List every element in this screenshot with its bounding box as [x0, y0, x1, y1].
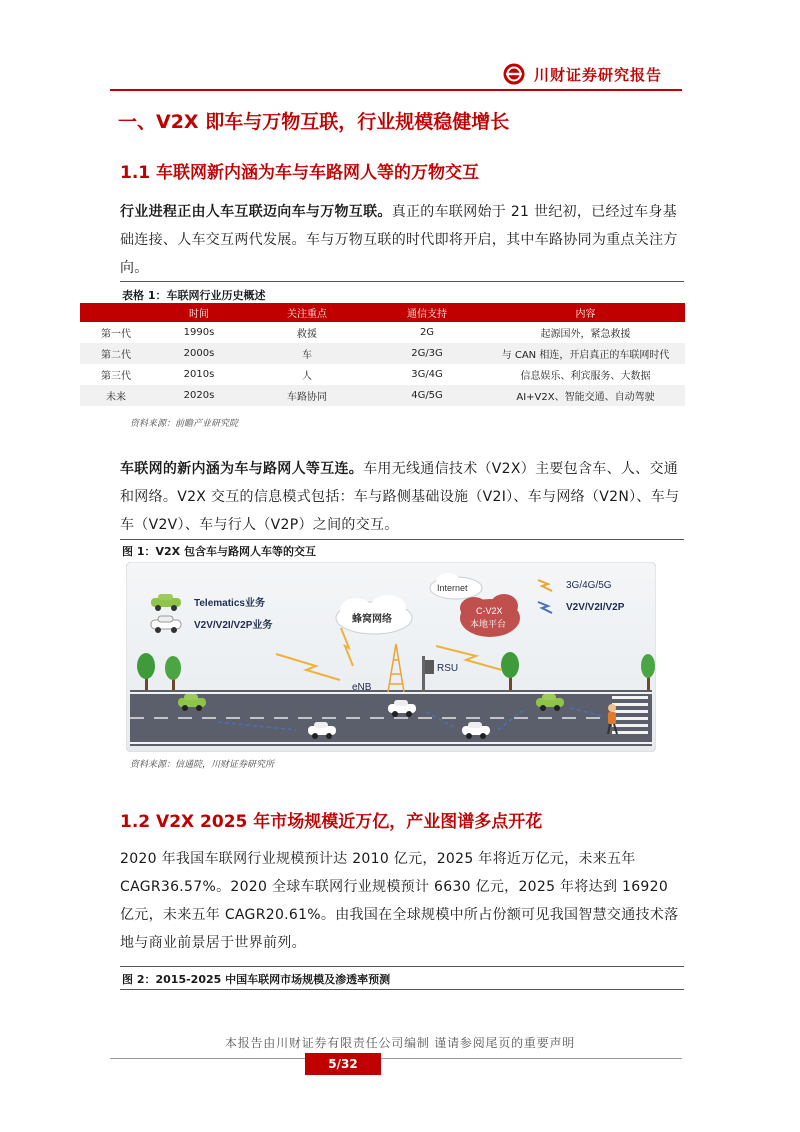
v2x-diagram — [126, 562, 656, 752]
table-header-cell: 通信支持 — [368, 303, 486, 322]
table-row — [80, 364, 685, 385]
section-1-1-title: 1.1 车联网新内涵为车与车路网人等的万物交互 — [120, 163, 480, 183]
figure-2-caption-rule-bottom — [120, 989, 684, 990]
label-enb: eNB — [352, 682, 372, 693]
table-cell: 车路协同 — [246, 385, 368, 406]
figure-1-source: 资料来源：信通院，川财证券研究所 — [130, 760, 275, 770]
label-rsu: RSU — [437, 663, 459, 674]
table-header-cell: 内容 — [486, 303, 685, 322]
paragraph-2-lead: 车联网的新内涵为车与路网人等互连。 — [120, 461, 364, 477]
history-table — [80, 303, 685, 406]
table-cell: 2020s — [152, 385, 246, 406]
figure-1-caption: 图 1：V2X 包含车与路网人车等的交互 — [122, 545, 316, 558]
table-cell: 第三代 — [101, 371, 131, 382]
footer-divider — [110, 1058, 682, 1059]
section-1-2-title: 1.2 V2X 2025 年市场规模近万亿，产业图谱多点开花 — [120, 812, 543, 832]
table-row — [80, 385, 685, 406]
table-1-source: 资料来源：前瞻产业研究院 — [130, 419, 239, 429]
page-number: 5/32 — [305, 1053, 381, 1075]
footer-disclaimer: 本报告由川财证券有限责任公司编制 谨请参阅尾页的重要声明 — [224, 1036, 576, 1050]
page-header — [110, 60, 682, 92]
paragraph-1-body: 真正的车联网始于 21 世纪初，已经过车身基础连接、人车交互两代发展。车与万物互联的时代即将开启，其中车路协同为重点关注方向。 — [120, 204, 678, 276]
table-cell: 2G — [419, 327, 435, 338]
table-cell: 人 — [302, 371, 312, 382]
table-cell: 车 — [246, 343, 368, 364]
label-internet: Internet — [437, 583, 468, 593]
table-cell: 与 CAN 相连，开启真正的车联网时代 — [486, 343, 685, 364]
header-title: 川财证券研究报告 — [534, 66, 663, 84]
label-cv2x: C-V2X — [476, 606, 503, 616]
figure-2-caption-rule — [120, 966, 684, 967]
table-cell: 第一代 — [101, 329, 131, 340]
paragraph-3: 2020 年我国车联网行业规模预计达 2010 亿元，2025 年将近万亿元，未来五年CAGR36.57%。2020 全球车联网行业规模预计 6630 亿元，2025 年将达到 16920 亿元，未来五年 CAGR20.61%。由我国在全球规模中所占份额可见我国智慧交通技术落地与商业前景居于世界前列。 — [120, 851, 679, 951]
table-header-cell — [80, 303, 152, 322]
paragraph-2-body: 车用无线通信技术（V2X）主要包含车、人、交通和网络。V2X 交互的信息模式包括：车与路侧基础设施（V2I）、车与网络（V2N）、车与车（V2V）、车与行人（V2P）之间的交互。 — [120, 461, 680, 533]
table-header-row — [80, 303, 685, 322]
table-cell: 3G/4G — [411, 369, 443, 380]
table-header-cell: 时间 — [152, 303, 246, 322]
table-cell: 2000s — [152, 343, 246, 364]
paragraph-1 — [120, 198, 685, 282]
table-header-cell: 关注重点 — [246, 303, 368, 322]
table-cell: 救援 — [297, 329, 317, 340]
paragraph-1-lead: 行业进程正由人车互联迈向车与万物互联。 — [120, 204, 392, 220]
table-cell: 起源国外，紧急救援 — [540, 329, 631, 340]
table-cell: 1990s — [183, 327, 215, 338]
table-row — [80, 343, 685, 364]
table-cell: 未来 — [80, 385, 152, 406]
table-cell: AI+V2X、智能交通、自动驾驶 — [486, 385, 685, 406]
label-v2v-service: V2V/V2I/V2P业务 — [194, 620, 273, 631]
company-logo-icon — [503, 63, 525, 85]
table-1-caption-rule — [120, 281, 684, 282]
label-v2x-modes: V2V/V2I/V2P — [566, 602, 625, 613]
table-cell: 2010s — [183, 369, 215, 380]
label-telematics: Telematics业务 — [194, 598, 265, 609]
label-3g4g5g: 3G/4G/5G — [566, 580, 612, 591]
label-cellular: 蜂窝网络 — [352, 614, 392, 625]
figure-2-caption: 图 2：2015-2025 中国车联网市场规模及渗透率预测 — [122, 973, 391, 986]
table-cell: 第二代 — [80, 343, 152, 364]
table-cell: 2G/3G — [368, 343, 486, 364]
table-cell: 4G/5G — [368, 385, 486, 406]
table-cell: 信息娱乐、利宾服务、大数据 — [520, 371, 651, 382]
section-1-title: 一、V2X 即车与万物互联，行业规模稳健增长 — [118, 111, 510, 133]
label-platform: 本地平台 — [470, 620, 507, 630]
table-row — [80, 322, 685, 343]
header-divider — [110, 89, 682, 91]
paragraph-2 — [120, 455, 685, 539]
figure-1-caption-rule — [120, 539, 684, 540]
table-1-caption: 表格 1：车联网行业历史概述 — [122, 289, 266, 302]
